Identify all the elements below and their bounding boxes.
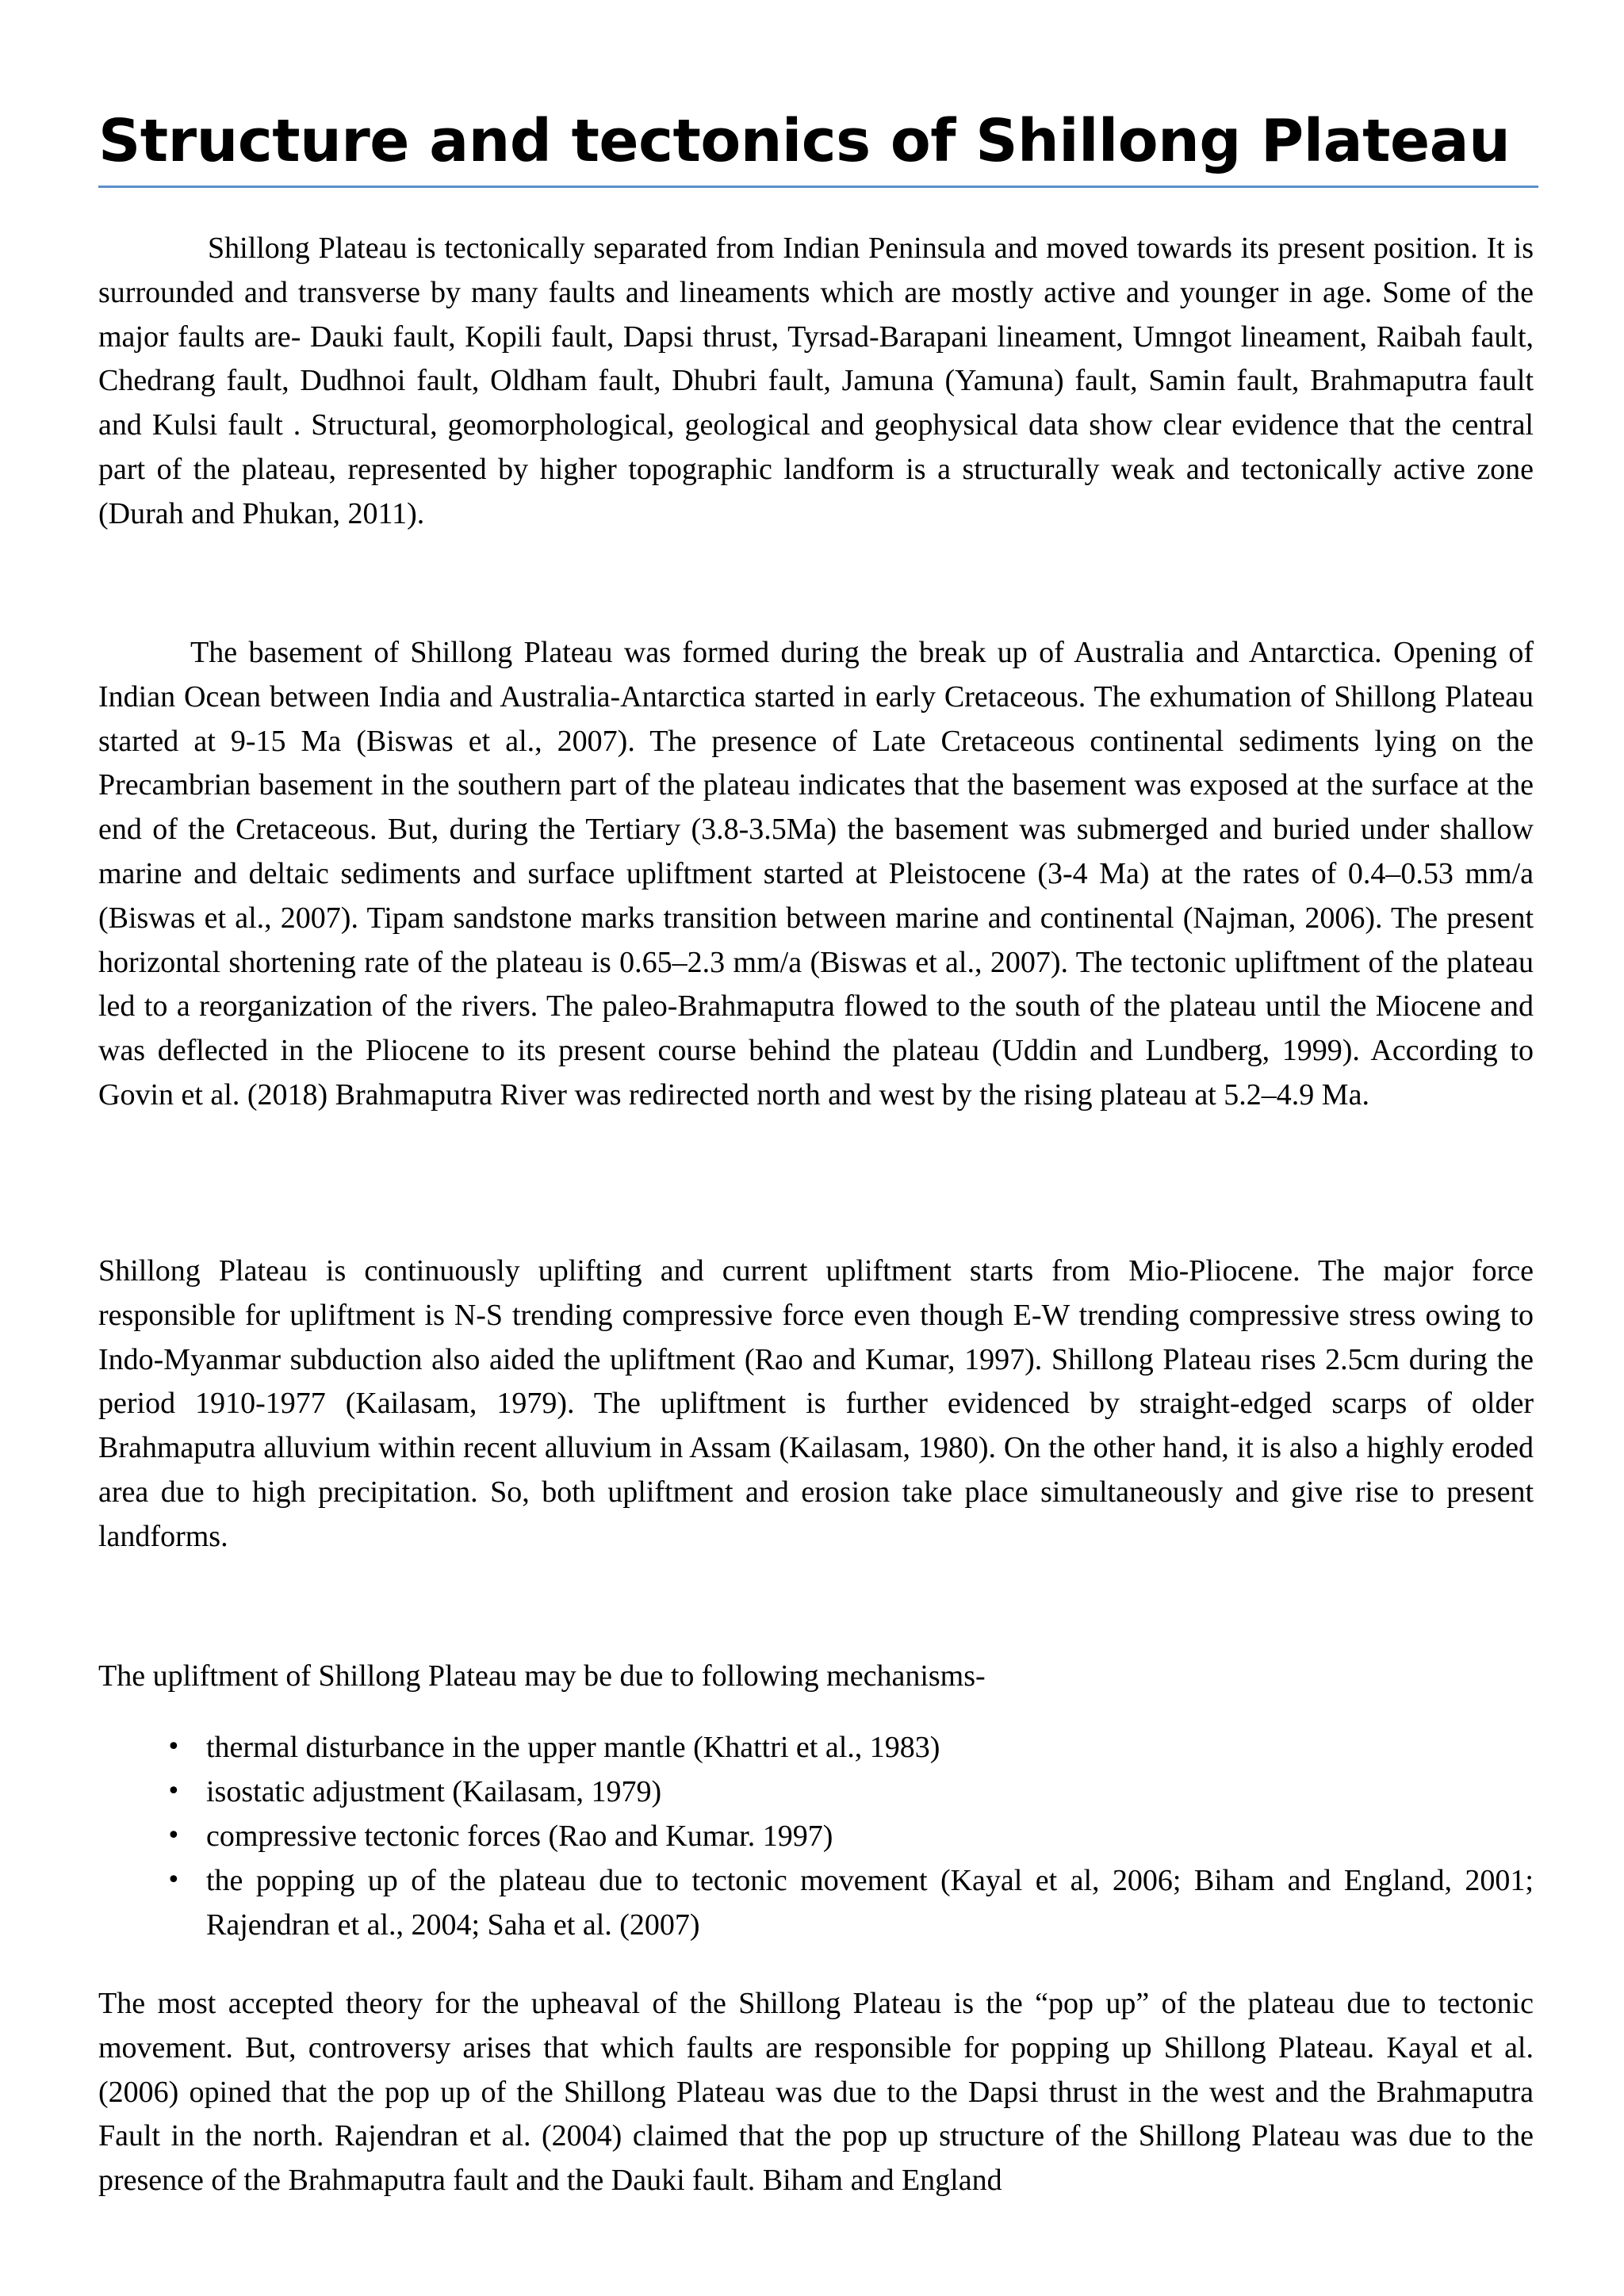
bullet-icon: • xyxy=(167,1777,181,1805)
list-item-text: thermal disturbance in the upper mantle (Khattri et al., 1983) xyxy=(206,1731,940,1764)
list-item xyxy=(98,1858,1534,1947)
title-underline xyxy=(98,186,1538,188)
page-title: Structure and tectonics of Shillong Plateau xyxy=(98,107,1511,175)
bullet-icon: • xyxy=(167,1733,181,1761)
paragraph-mechanisms-intro: The upliftment of Shillong Plateau may be due to following mechanisms- xyxy=(98,1659,986,1693)
bullet-icon: • xyxy=(167,1822,181,1850)
paragraph-upliftment: Shillong Plateau is continuously uplifting and current upliftment starts from Mio-Pliocene. The major force responsible for upliftment is N-S trending compressive force even though E-W trending compressive stress owing to Indo-Myanmar subduction also aided the upliftment (Rao and Kumar, 1997). Shillong Plateau rises 2.5cm during the period 1910-1977 (Kailasam, 1979). The upliftment is further evidenced by straight-edged scarps of older Brahmaputra alluvium within recent alluvium in Assam (Kailasam, 1980). On the other hand, it is also a highly eroded area due to high precipitation. So, both upliftment and erosion take place simultaneously and give rise to present landforms. xyxy=(98,1254,1534,1553)
mechanisms-list xyxy=(98,1725,1534,1947)
list-item-text: isostatic adjustment (Kailasam, 1979) xyxy=(206,1775,662,1808)
paragraph-faults: Shillong Plateau is tectonically separated from Indian Peninsula and moved towards its present position. It is surrounded and transverse by many faults and lineaments which are mostly active and younger in age. Some of the major faults are- Dauki fault, Kopili fault, Dapsi thrust, Tyrsad-Barapani lineament, Umngot lineament, Raibah fault, Chedrang fault, Dudhnoi fault, Oldham fault, Dhubri fault, Jamuna (Yamuna) fault, Samin fault, Brahmaputra fault and Kulsi fault . Structural, geomorphological, geological and geophysical data show clear evidence that the central part of the plateau, represented by higher topographic landform is a structurally weak and tectonically active zone (Durah and Phukan, 2011). xyxy=(98,232,1534,530)
list-item-text: compressive tectonic forces (Rao and Kumar. 1997) xyxy=(206,1820,833,1853)
list-item xyxy=(98,1814,1534,1858)
list-item xyxy=(98,1770,1534,1814)
list-item-text: the popping up of the plateau due to tectonic movement (Kayal et al, 2006; Biham and England, 2001; Rajendran et al., 2004; Saha et al. (2007) xyxy=(206,1864,1534,1942)
paragraph-pop-up-theory: The most accepted theory for the upheaval of the Shillong Plateau is the “pop up” of the plateau due to tectonic movement. But, controversy arises that which faults are responsible for popping up Shillong Plateau. Kayal et al. (2006) opined that the pop up of the Shillong Plateau was due to the Dapsi thrust in the west and the Brahmaputra Fault in the north. Rajendran et al. (2004) claimed that the pop up structure of the Shillong Plateau was due to the presence of the Brahmaputra fault and the Dauki fault. Biham and England xyxy=(98,1987,1534,2198)
bullet-icon: • xyxy=(167,1866,181,1894)
paragraph-basement: The basement of Shillong Plateau was formed during the break up of Australia and Antarctica. Opening of Indian Ocean between India and Australia-Antarctica started in early Cretaceous. The exhumation of Shillong Plateau started at 9-15 Ma (Biswas et al., 2007). The presence of Late Cretaceous continental sediments lying on the Precambrian basement in the southern part of the plateau indicates that the basement was exposed at the surface at the end of the Cretaceous. But, during the Tertiary (3.8-3.5Ma) the basement was submerged and buried under shallow marine and deltaic sediments and surface upliftment started at Pleistocene (3-4 Ma) at the rates of 0.4–0.53 mm/a (Biswas et al., 2007). Tipam sandstone marks transition between marine and continental (Najman, 2006). The present horizontal shortening rate of the plateau is 0.65–2.3 mm/a (Biswas et al., 2007). The tectonic upliftment of the plateau led to a reorganization of the rivers. The paleo-Brahmaputra flowed to the south of the plateau until the Miocene and was deflected in the Pliocene to its present course behind the plateau (Uddin and Lundberg, 1999). According to Govin et al. (2018) Brahmaputra River was redirected north and west by the rising plateau at 5.2–4.9 Ma. xyxy=(98,636,1534,1112)
list-item xyxy=(98,1725,1534,1770)
